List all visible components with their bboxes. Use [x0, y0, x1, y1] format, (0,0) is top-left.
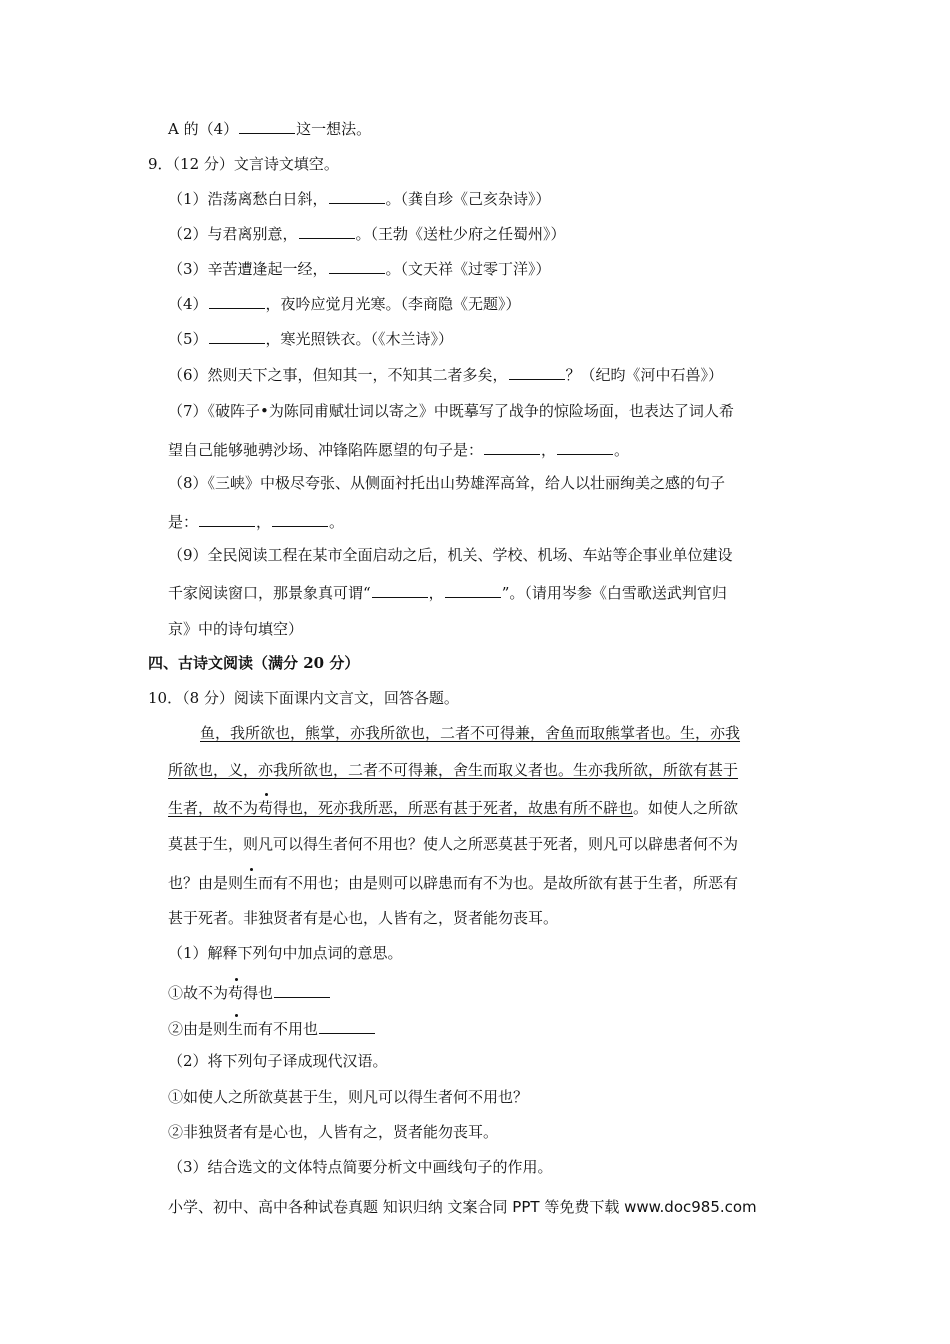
q9-item-5: （5） ，寒光照铁衣。（《木兰诗》）	[168, 330, 454, 348]
answer-blank[interactable]	[484, 439, 540, 455]
q9-item-2: （2）与君离别意， 。（王勃《送杜少府之任蜀州》）	[168, 225, 566, 243]
line-a4: A 的（4） 这一想法。	[168, 120, 372, 138]
passage-line-2: 所欲也，义，亦我所欲也，二者不可得兼，舍生而取义者也。生亦我所欲，所欲有甚于	[168, 761, 739, 779]
q10-sub-3: （3）结合选文的文体特点简要分析文中画线句子的作用。	[168, 1158, 553, 1176]
q10-sub-1-item-2: ②由是则生而有不用也	[168, 1018, 376, 1039]
page-footer: 小学、初中、高中各种试卷真题 知识归纳 文案合同 PPT 等免费下载 www.doc985.com	[168, 1198, 757, 1216]
question-10-heading: 10．（8 分）阅读下面课内文言文，回答各题。	[148, 689, 459, 707]
q9-item-7-line1: （7）《破阵子•为陈同甫赋壮词以寄之》中既摹写了战争的惊险场面，也表达了词人希	[168, 402, 734, 420]
passage-line-5: 也？由是则生而有不用也；由是则可以辟患而有不为也。是故所欲有甚于生者，所恶有	[168, 874, 739, 892]
q9-item-1: （1）浩荡离愁白日斜， 。（龚自珍《己亥杂诗》）	[168, 190, 551, 208]
answer-blank[interactable]	[329, 258, 385, 274]
answer-blank[interactable]	[209, 328, 265, 344]
passage-line-3: 生者，故不为苟得也，死亦我所恶，所恶有甚于死者，故患有所不辟也。如使人之所欲	[168, 799, 739, 817]
dotted-word: 生	[228, 1020, 244, 1038]
answer-blank[interactable]	[199, 511, 255, 527]
question-9-heading: 9．（12 分）文言诗文填空。	[148, 155, 339, 173]
q10-sub-2-item-1: ①如使人之所欲莫甚于生，则凡可以得生者何不用也？	[168, 1088, 529, 1106]
answer-blank[interactable]	[274, 982, 330, 998]
passage-line-4: 莫甚于生，则凡可以得生者何不用也？使人之所恶莫甚于死者，则凡可以辟患者何不为	[168, 835, 739, 853]
section-4-heading: 四、古诗文阅读（满分 20 分）	[148, 654, 360, 672]
q10-sub-2: （2）将下列句子译成现代汉语。	[168, 1052, 388, 1070]
q9-item-9-line1: （9）全民阅读工程在某市全面启动之后，机关、学校、机场、车站等企事业单位建设	[168, 546, 733, 564]
answer-blank[interactable]	[319, 1018, 375, 1034]
q10-sub-1-item-1: ①故不为苟得也	[168, 982, 331, 1003]
q9-item-8-line2: 是： ， 。	[168, 513, 345, 531]
q9-item-6: （6）然则天下之事，但知其一，不知其二者多矣， ？（纪昀《河中石兽》）	[168, 366, 724, 384]
q9-item-7-line2: 望自己能够驰骋沙场、冲锋陷阵愿望的句子是： ， 。	[168, 441, 630, 459]
dotted-word: 生	[243, 874, 259, 892]
q9-item-3: （3）辛苦遭逢起一经， 。（文天祥《过零丁洋》）	[168, 260, 551, 278]
q9-item-9-line3: 京》中的诗句填空）	[168, 620, 304, 638]
q9-item-9-line2: 千家阅读窗口，那景象真可谓“ ， ”。（请用岑参《白雪歌送武判官归	[168, 584, 727, 602]
answer-blank[interactable]	[372, 582, 428, 598]
answer-blank[interactable]	[209, 293, 265, 309]
q9-item-4: （4） ，夜吟应觉月光寒。（李商隐《无题》）	[168, 295, 521, 313]
answer-blank[interactable]	[299, 223, 355, 239]
answer-blank[interactable]	[272, 511, 328, 527]
answer-blank[interactable]	[557, 439, 613, 455]
passage-line-6: 甚于死者。非独贤者有是心也，人皆有之，贤者能勿丧耳。	[168, 909, 559, 927]
answer-blank[interactable]	[239, 118, 295, 134]
q9-item-8-line1: （8）《三峡》中极尽夸张、从侧面衬托出山势雄浑高耸，给人以壮丽绚美之感的句子	[168, 474, 726, 492]
q10-sub-2-item-2: ②非独贤者有是心也，人皆有之，贤者能勿丧耳。	[168, 1123, 499, 1141]
passage-line-1: 鱼，我所欲也，熊掌，亦我所欲也，二者不可得兼，舍鱼而取熊掌者也。生，亦我	[200, 724, 741, 742]
q10-sub-1: （1）解释下列句中加点词的意思。	[168, 944, 403, 962]
answer-blank[interactable]	[329, 188, 385, 204]
dotted-word: 苟	[258, 799, 274, 817]
answer-blank[interactable]	[509, 364, 565, 380]
dotted-word: 苟	[228, 984, 244, 1002]
answer-blank[interactable]	[445, 582, 501, 598]
